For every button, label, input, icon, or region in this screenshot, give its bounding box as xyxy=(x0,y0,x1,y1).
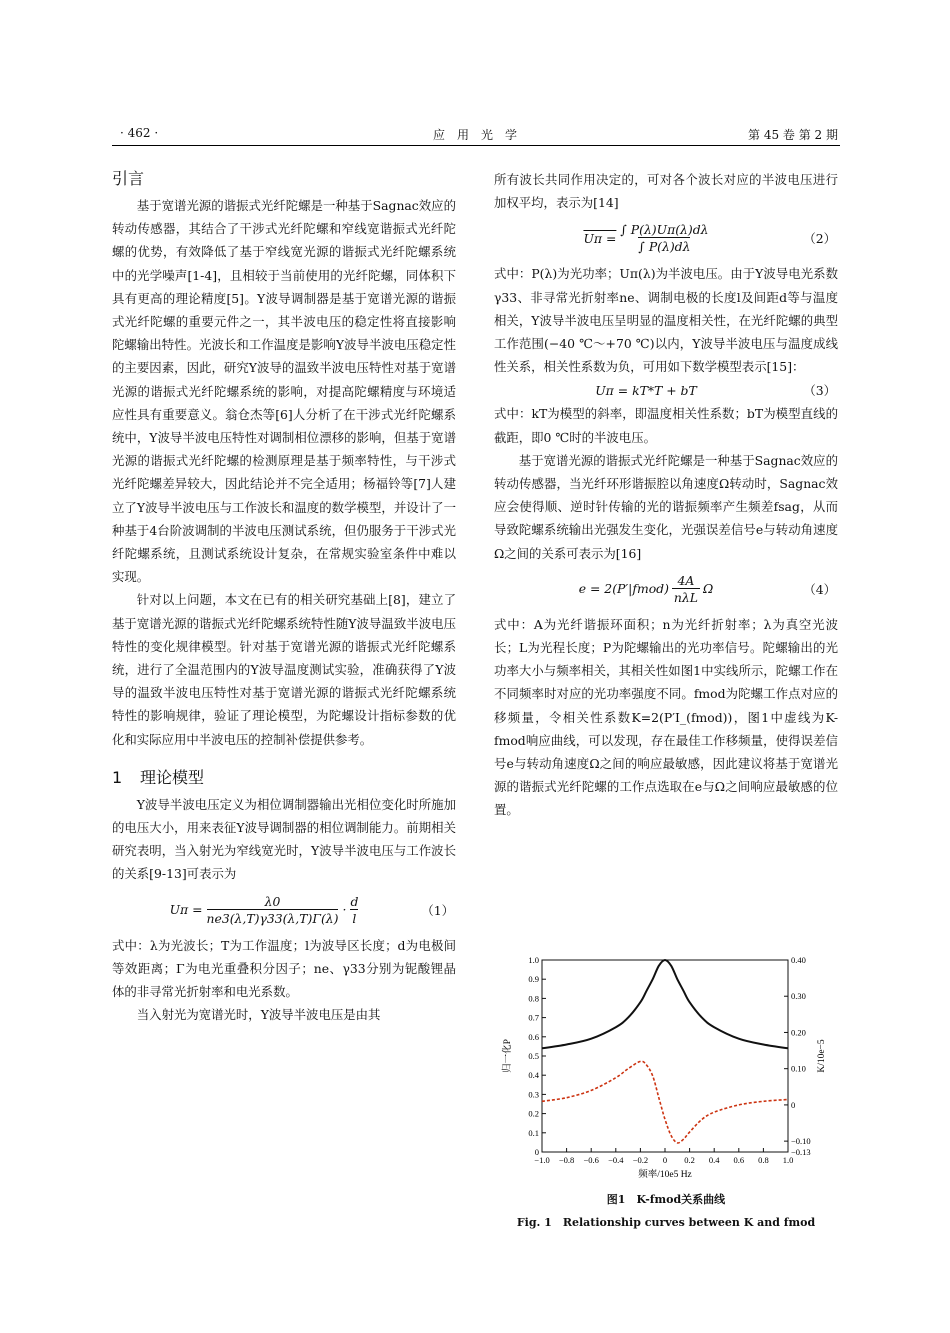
y2-tick-label-0: −0.13 xyxy=(791,1147,811,1157)
x-tick-label-3: −0.4 xyxy=(608,1155,624,1165)
eq2-lhs: Uπ = xyxy=(583,230,617,246)
x-tick-label-2: −0.6 xyxy=(583,1155,599,1165)
eq1-denominator: ne3(λ,T)γ33(λ,T)Γ(λ) xyxy=(206,910,339,926)
equation-4 xyxy=(494,565,838,613)
x-tick-label-4: −0.2 xyxy=(632,1155,649,1165)
eq4-tail: Ω xyxy=(702,581,714,597)
right-column xyxy=(494,168,838,822)
right-paragraph-1: 所有波长共同作用决定的，可对各个波长对应的半波电压进行加权平均，表示为[14] xyxy=(494,172,838,211)
equation-3 xyxy=(494,378,838,402)
x-tick-label-6: 0.2 xyxy=(684,1155,695,1165)
x-tick-label-8: 0.6 xyxy=(733,1155,745,1165)
equation-1 xyxy=(112,886,456,934)
y-tick-label-3: 0.3 xyxy=(528,1089,539,1100)
eq1-fraction xyxy=(207,894,339,926)
eq2-fraction xyxy=(620,222,708,254)
eq4-lhs: e = 2(P′|fmod) xyxy=(578,581,669,597)
eq4-number: （4） xyxy=(803,581,836,597)
issue-label: 第 45 卷 第 2 期 xyxy=(748,128,838,142)
eq1-numerator: λ0 xyxy=(264,893,281,909)
eq4-numerator: 4A xyxy=(677,572,695,588)
eq2-number: （2） xyxy=(803,231,836,247)
y2-tick-label-1: −0.10 xyxy=(791,1136,811,1147)
y-axis-label: 归一化P xyxy=(503,1039,513,1073)
x-tick-label-0: −1.0 xyxy=(534,1155,550,1165)
eq1-l: l xyxy=(352,910,357,926)
right-paragraph-5: 式中：A为光纤谐振环面积；n为光纤折射率；λ为真空光波长；L为光程长度；P为陀螺输出的光功率信号。陀螺输出的光功率大小与频率相关，其相关性如图1中实线所示，陀螺工作在不同频率时对应的光功率强度不同。fmod为陀螺工作点对应的移频量，令相关性系数K=2(P′I_(fmod))，图1中虚线为K-fmod响应曲线，可以发现，存在最佳工作移频量，使得误差信号e与转动角速度Ω之间的响应最敏感，因此建议将基于宽谱光源的谐振式光纤陀螺的工作点选取在e与Ω之间响应最敏感的位置。 xyxy=(494,616,838,818)
figure-caption-en: Fig. 1 Relationship curves between K and fmod xyxy=(516,1216,816,1229)
y-tick-label-1: 0.1 xyxy=(528,1127,539,1138)
journal-name: 应 用 光 学 xyxy=(432,128,517,142)
eq1-fraction-2 xyxy=(350,894,358,926)
y-tick-label-5: 0.5 xyxy=(528,1051,539,1061)
y-tick-label-7: 0.7 xyxy=(528,1012,539,1023)
section-1-paragraph-1: Y波导半波电压定义为相位调制器输出光相位变化时所施加的电压大小，用来表征Y波导调制器的相位调制能力。前期相关研究表明，当入射光为窄线宽光时，Y波导半波电压与工作波长的关系[9-13]可表示为 xyxy=(112,796,456,882)
left-column xyxy=(112,168,456,1027)
y-tick-label-2: 0.2 xyxy=(528,1108,539,1119)
y2-tick-label-6: 0.40 xyxy=(791,955,806,965)
y2-tick-label-4: 0.20 xyxy=(791,1027,806,1038)
x-tick-label-10: 1.0 xyxy=(782,1155,794,1165)
section-1-title: 理论模型 xyxy=(140,767,205,787)
y2-tick-label-3: 0.10 xyxy=(791,1063,806,1074)
eq4-denominator: nλL xyxy=(673,589,698,605)
y-tick-label-6: 0.6 xyxy=(528,1031,539,1042)
right-paragraph-3: 式中：kT为模型的斜率，即温度相关性系数；bT为模型直线的截距，即0 ℃时的半波电压。 xyxy=(494,406,838,445)
eq1-multiply: · xyxy=(342,902,347,918)
eq3-number: （3） xyxy=(803,383,836,399)
x-tick-label-9: 0.8 xyxy=(758,1155,769,1165)
section-1-heading xyxy=(112,767,456,789)
x-tick-label-5: 0 xyxy=(662,1155,668,1165)
series-line-K xyxy=(542,1061,788,1143)
right-paragraph-2: 式中：P(λ)为光功率；Uπ(λ)为半波电压。由于Y波导电光系数γ33、非寻常光折射率ne、调制电极的长度l及间距d等与温度相关，Y波导半波电压呈明显的温度相关性，在光纤陀螺的典型工作范围(−40 ℃～+70 ℃)以内，Y波导半波电压与温度成线性关系，相关性系数为负，可用如下数学模型表示[15]： xyxy=(494,266,838,375)
y-tick-label-8: 0.8 xyxy=(528,993,539,1004)
section-1-paragraph-3: 当入射光为宽谱光时，Y波导半波电压是由其 xyxy=(136,1007,381,1023)
figure-caption-cn: 图1 K-fmod关系曲线 xyxy=(606,1193,726,1206)
y2-tick-label-5: 0.30 xyxy=(791,991,806,1002)
x-tick-label-7: 0.4 xyxy=(708,1155,720,1165)
section-gap xyxy=(112,751,456,767)
eq2-numerator: ∫ P(λ)Uπ(λ)dλ xyxy=(620,222,709,238)
eq3-body: Uπ = kT*T + bT xyxy=(595,382,697,398)
equation-2 xyxy=(494,214,838,262)
series-line-P xyxy=(542,960,788,1048)
page-number: · 462 · xyxy=(120,126,159,140)
plot-frame xyxy=(542,960,788,1152)
eq2-denominator: ∫ P(λ)dλ xyxy=(638,239,691,255)
right-paragraph-4: 基于宽谱光源的谐振式光纤陀螺是一种基于Sagnac效应的转动传感器，当光纤环形谐振腔以角速度Ω转动时，Sagnac效应会使得顺、逆时针传输的光的谐振频率产生频差fsag，从而导致陀螺系统输出光强发生变化，光强误差信号e与转动角速度Ω之间的关系可表示为[16] xyxy=(494,452,838,561)
x-axis-label: 频率/10e5 Hz xyxy=(638,1170,692,1180)
intro-paragraph-2: 针对以上问题，本文在已有的相关研究基础上[8]，建立了基于宽谱光源的谐振式光纤陀螺系统特性随Y波导温致半波电压特性的变化规律模型。针对基于宽谱光源的谐振式光纤陀螺系统，进行了全温范围内的Y波导温度测试实验，准确获得了Y波导的温致半波电压特性对基于宽谱光源的谐振式光纤陀螺系统特性的影响规律，验证了理论模型，为陀螺设计指标参数的优化和实际应用中半波电压的控制补偿提供参考。 xyxy=(112,592,456,747)
intro-paragraph-1: 基于宽谱光源的谐振式光纤陀螺是一种基于Sagnac效应的转动传感器，其结合了干涉式光纤陀螺和窄线宽谐振式光纤陀螺的优势，有效降低了基于窄线宽光源的谐振式光纤陀螺系统中的光学噪声[1-4]，且相较于当前使用的光纤陀螺，同体积下具有更高的理论精度[5]。Y波导调制器是基于宽谱光源的谐振式光纤陀螺的重要元件之一，其半波电压的稳定性将直接影响陀螺输出特性。光波长和工作温度是影响Y波导半波电压稳定性的主要因素，因此，研究Y波导的温致半波电压特性对基于宽谱光源的谐振式光纤陀螺系统的影响，对提高陀螺精度与环境适应性具有重要意义。翁仓杰等[6]人分析了在干涉式光纤陀螺系统中，Y波导半波电压特性对调制相位漂移的影响，但基于宽谱光源的谐振式光纤陀螺的检测原理是基于频率特性，与干涉式光纤陀螺差异较大，因此结论并不完全适用；杨福铃等[7]人建立了Y波导半波电压与工作波长和温度的数学模型，并设计了一种基于4台阶波调制的半波电压测试系统，但仍服务于干涉式光纤陀螺系统，且测试系统设计复杂，在常规实验室条件中难以实现。 xyxy=(112,198,456,585)
section-1-paragraph-2: 式中：λ为光波长；T为工作温度；l为波导区长度；d为电极间等效距离；Γ为电光重叠积分因子；ne、γ33分别为铌酸锂晶体的非寻常光折射率和电光系数。 xyxy=(112,937,456,1000)
eq1-number: （1） xyxy=(421,902,454,918)
y-tick-label-4: 0.4 xyxy=(528,1070,539,1081)
intro-heading: 引言 xyxy=(112,169,145,188)
y2-tick-label-2: 0 xyxy=(791,1099,796,1110)
eq1-d: d xyxy=(350,893,359,909)
y-tick-label-0: 0 xyxy=(534,1147,539,1157)
eq1-lhs: Uπ = xyxy=(169,902,203,918)
header-rule xyxy=(112,145,840,146)
x-tick-label-1: −0.8 xyxy=(558,1155,575,1165)
section-1-number: 1 xyxy=(112,767,123,787)
y-tick-label-10: 1.0 xyxy=(528,955,539,965)
y-tick-label-9: 0.9 xyxy=(528,974,539,985)
eq4-fraction xyxy=(672,573,700,605)
y2-axis-label: K/10e−5 xyxy=(817,1039,827,1073)
